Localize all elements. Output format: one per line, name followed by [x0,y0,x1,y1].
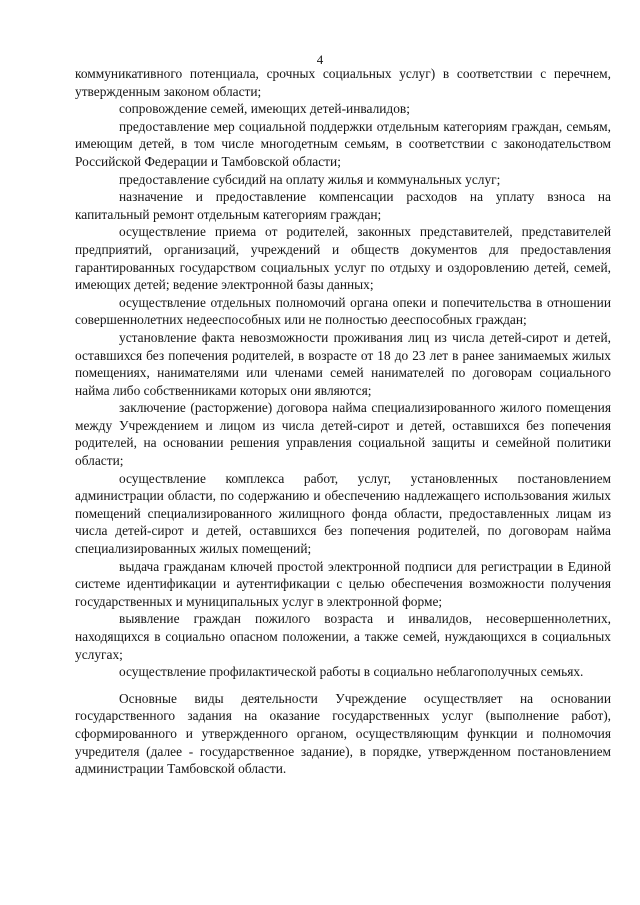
list-item-guardianship-powers: осуществление отдельных полномочий органа опеки и попечительства в отношении совершеннолетних недееспособных или не полностью дееспособных граждан; [75,294,611,328]
paragraph-continuation: коммуникативного потенциала, срочных социальных услуг) в соответствии с перечнем, утвержденным законом области; [75,66,611,99]
list-item-disabled-children-families: сопровождение семей, имеющих детей-инвалидов; [119,101,410,117]
list-item-electronic-signature-keys: выдача гражданам ключей простой электронной подписи для регистрации в Единой системе идентификации и аутентификации с целью обеспечения возможности получения государственных и муниципальных услуг в электронной форме; [75,558,611,609]
page-number: 4 [316,52,324,67]
list-item-capital-repair-compensation: назначение и предоставление компенсации расходов на уплату взноса на капитальный ремонт отдельным категориям граждан; [75,189,611,222]
list-item-document-reception: осуществление приема от родителей, законных представителей, представителей предприятий, организаций, учреждений и обществ документов для предоставления гарантированных государством социальных услуг по отдыху и оздоровлению детей, семей, имеющих детей; ведение электронной базы данных; [75,224,611,293]
paragraph-state-assignment: Основные виды деятельности Учреждение осуществляет на основании государственного задания на оказание государственных услуг (выполнение работ), сформированного и утвержденного органом, осуществляющим функции и полномочия учредителя (далее - государственное задание), в порядке, утвержденном постановлением администрации Тамбовской области. [75,690,611,777]
list-item-preventive-work: осуществление профилактической работы в социально неблагополучных семьях. [119,664,584,680]
list-item-lease-contract: заключение (расторжение) договора найма специализированного жилого помещения между Учреждением и лицом из числа детей-сирот и детей, оставшихся без попечения родителей, на основании решения управления социальной защиты и семейной политики области; [75,400,611,469]
document-body [75,65,611,778]
list-item-identify-citizens: выявление граждан пожилого возраста и инвалидов, несовершеннолетних, находящихся в социально опасном положении, а также семей, нуждающихся в социальных услугах; [75,611,611,662]
list-item-social-support-measures: предоставление мер социальной поддержки отдельным категориям граждан, семьям, имеющим детей, в том числе многодетным семьям, в соответствии с законодательством Российской Федерации и Тамбовской области; [75,118,611,169]
list-item-housing-subsidies: предоставление субсидий на оплату жилья и коммунальных услуг; [119,171,501,187]
list-item-residence-impossibility: установление факта невозможности проживания лиц из числа детей-сирот и детей, оставшихся без попечения родителей, в возрасте от 18 до 23 лет в ранее занимаемых жилых помещениях, нанимателями или членами семей нанимателей по договорам социального найма либо собственниками которых они являются; [75,329,611,398]
list-item-housing-fund-works: осуществление комплекса работ, услуг, установленных постановлением администрации области, по содержанию и обеспечению надлежащего использования жилых помещений специализированного жилищного фонда области, предоставленных лицам из числа детей-сирот и детей, оставшихся без попечения родителей, по договорам найма специализированных жилых помещений; [75,470,611,557]
